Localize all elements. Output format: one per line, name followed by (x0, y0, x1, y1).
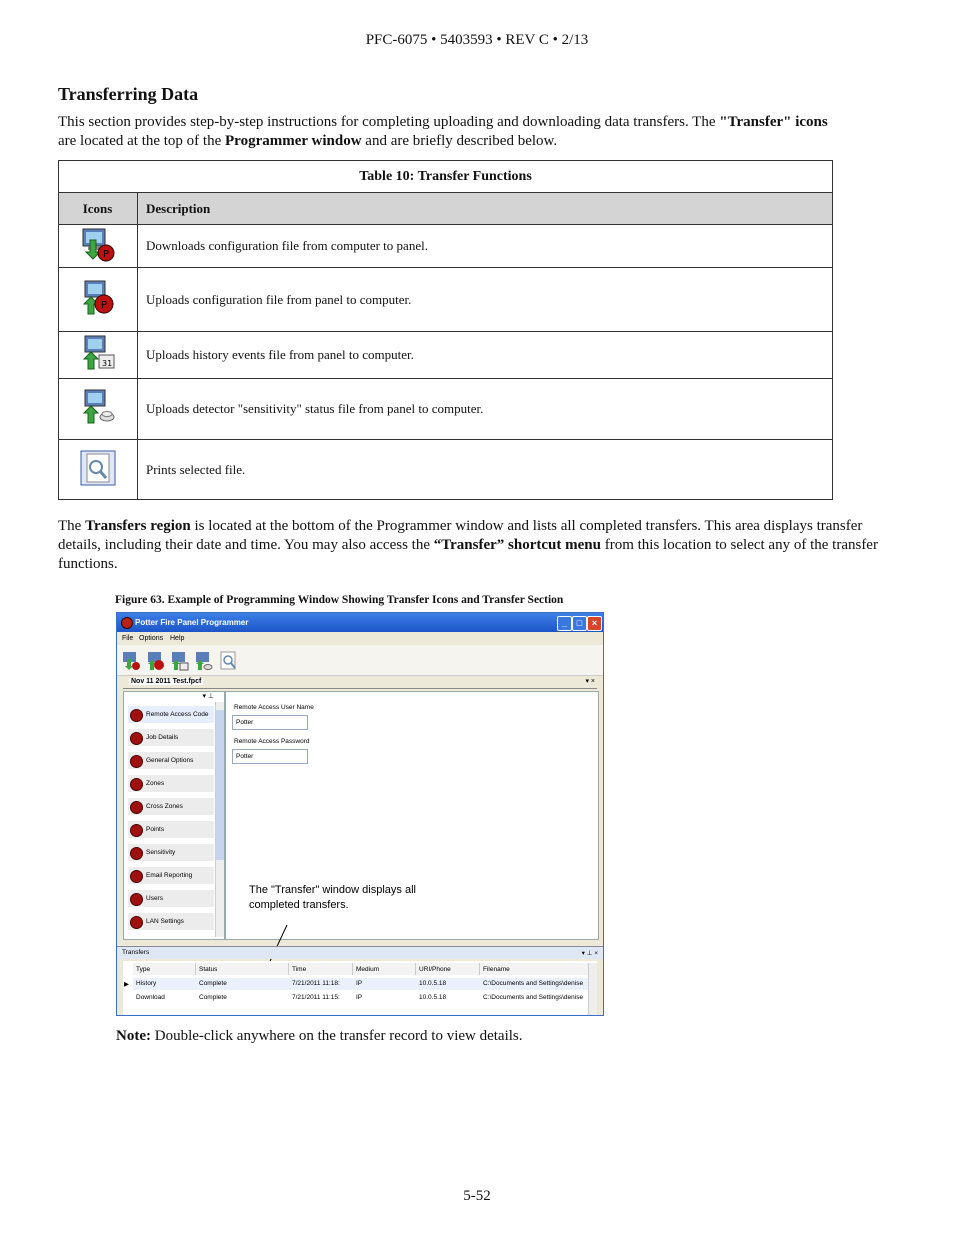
nav-label: Zones (146, 780, 165, 787)
menu-help[interactable]: Help (170, 635, 185, 642)
cell-status: Complete (199, 994, 227, 1001)
note-label: Note: (116, 1028, 151, 1044)
window-title: Potter Fire Panel Programmer (135, 618, 249, 627)
description-cell: Uploads history events file from panel to computer. (138, 332, 833, 379)
table-row (59, 379, 833, 440)
column-header[interactable] (353, 963, 416, 975)
upload-sensitivity-icon (80, 389, 116, 425)
column-header-label: Medium (356, 966, 380, 973)
nav-label: LAN Settings (146, 918, 184, 925)
column-header-label: Time (292, 966, 307, 973)
column-header-icons: Icons (59, 193, 138, 225)
description-cell: Uploads detector "sensitivity" status file from panel to computer. (138, 379, 833, 440)
section-title: Transferring Data (58, 84, 199, 104)
description-cell: Downloads configuration file from computer to panel. (138, 225, 833, 268)
intro-text-1: This section provides step-by-step instructions for completing uploading and downloading data transfers. The (58, 114, 720, 130)
transfers-pin-close-icon[interactable]: ▾ ⊥ × (581, 950, 598, 957)
column-header[interactable] (196, 963, 289, 975)
figure-caption: Figure 63. Example of Programming Window Showing Transfer Icons and Transfer Section (115, 594, 564, 606)
nav-label: Users (146, 895, 163, 902)
page-number: 5-52 (463, 1188, 491, 1204)
cell-uri: 10.0.5.18 (419, 994, 447, 1001)
para2-text-1: The (58, 518, 86, 534)
table-row (59, 332, 833, 379)
nav-label: Email Reporting (146, 872, 193, 879)
intro-bold-1: "Transfer" icons (719, 114, 828, 130)
document-tab[interactable]: Nov 11 2011 Test.fpcf (131, 678, 202, 685)
column-header-label: URI/Phone (419, 966, 451, 973)
cell-uri: 10.0.5.18 (419, 980, 447, 987)
svg-text:P: P (103, 249, 110, 260)
column-header-description: Description (138, 193, 833, 225)
intro-paragraph (58, 113, 878, 151)
menu-options[interactable]: Options (139, 635, 164, 642)
page-header: PFC-6075 • 5403593 • REV C • 2/13 (365, 32, 589, 48)
column-header-label: Status (199, 966, 218, 973)
nav-label: Job Details (146, 734, 179, 741)
upload-config-icon (80, 280, 116, 316)
column-header-label: Type (136, 966, 151, 973)
close-icon[interactable]: × (587, 616, 602, 631)
column-header-label: Filename (483, 966, 510, 973)
cell-type: History (136, 980, 157, 987)
transfer-functions-table (58, 160, 833, 500)
nav-label: Cross Zones (146, 803, 183, 810)
menu-file[interactable]: File (122, 635, 134, 642)
grid-scrollbar[interactable] (588, 963, 597, 1015)
para2-bold-1: Transfers region (85, 518, 191, 534)
table-row (59, 440, 833, 500)
pin-icon[interactable]: ▾ ⊥ (202, 693, 214, 700)
transfers-grid (123, 961, 597, 1015)
input-value: Potter (236, 719, 254, 726)
intro-bold-2: Programmer window (225, 133, 362, 149)
para2-text-3: from this location to select any of the transfer functions. (58, 537, 878, 572)
column-header[interactable] (289, 963, 353, 975)
input-value: Potter (236, 753, 254, 760)
note (116, 1028, 523, 1045)
field-label: Remote Access Password (234, 738, 310, 745)
download-config-icon (80, 226, 116, 262)
svg-text:P: P (101, 299, 108, 311)
upload-history-icon (80, 335, 116, 371)
description-cell: Prints selected file. (138, 440, 833, 500)
cell-status: Complete (199, 980, 227, 987)
row-pointer-icon: ▶ (124, 981, 129, 988)
cell-medium: IP (356, 980, 363, 987)
tab-close-icon[interactable]: ▾ × (585, 678, 595, 685)
nav-label: General Options (146, 757, 194, 764)
programmer-window-screenshot (116, 612, 604, 1016)
description-cell: Uploads configuration file from panel to computer. (138, 268, 833, 332)
field-label: Remote Access User Name (234, 704, 314, 711)
cell-filename: C:\Documents and Settings\denise (483, 980, 584, 987)
svg-text:31: 31 (102, 359, 113, 368)
para2-bold-2: “Transfer” shortcut menu (433, 537, 601, 553)
nav-label: Points (146, 826, 165, 833)
transfers-title: Transfers (122, 949, 150, 956)
cell-medium: IP (356, 994, 363, 1001)
column-header[interactable] (480, 963, 589, 975)
intro-text-2: are located at the top of the (58, 133, 226, 149)
table-row (59, 268, 833, 332)
maximize-icon[interactable]: □ (572, 616, 587, 631)
cell-type: Download (136, 994, 165, 1001)
note-text: Double-click anywhere on the transfer record to view details. (150, 1028, 523, 1044)
column-header[interactable] (133, 963, 196, 975)
cell-time: 7/21/2011 11:15: (292, 994, 340, 1001)
nav-label: Sensitivity (146, 849, 176, 856)
intro-text-3: and are briefly described below. (361, 133, 558, 149)
table-caption: Table 10: Transfer Functions (59, 161, 833, 193)
print-preview-icon (80, 450, 116, 486)
cell-time: 7/21/2011 11:18: (292, 980, 340, 987)
nav-label: Remote Access Code (146, 711, 209, 718)
para2-text-2: is located at the bottom of the Programmer window and lists all completed transfers. This area displays transfer details, including their date and time. You may also access the (58, 518, 863, 553)
transfers-paragraph (58, 517, 878, 574)
cell-filename: C:\Documents and Settings\denise (483, 994, 584, 1001)
transfers-panel-header (117, 946, 603, 959)
table-row (59, 225, 833, 268)
column-header[interactable] (416, 963, 480, 975)
callout-text: The "Transfer" window displays all completed transfers. (249, 884, 416, 911)
minimize-icon[interactable]: _ (557, 616, 572, 631)
